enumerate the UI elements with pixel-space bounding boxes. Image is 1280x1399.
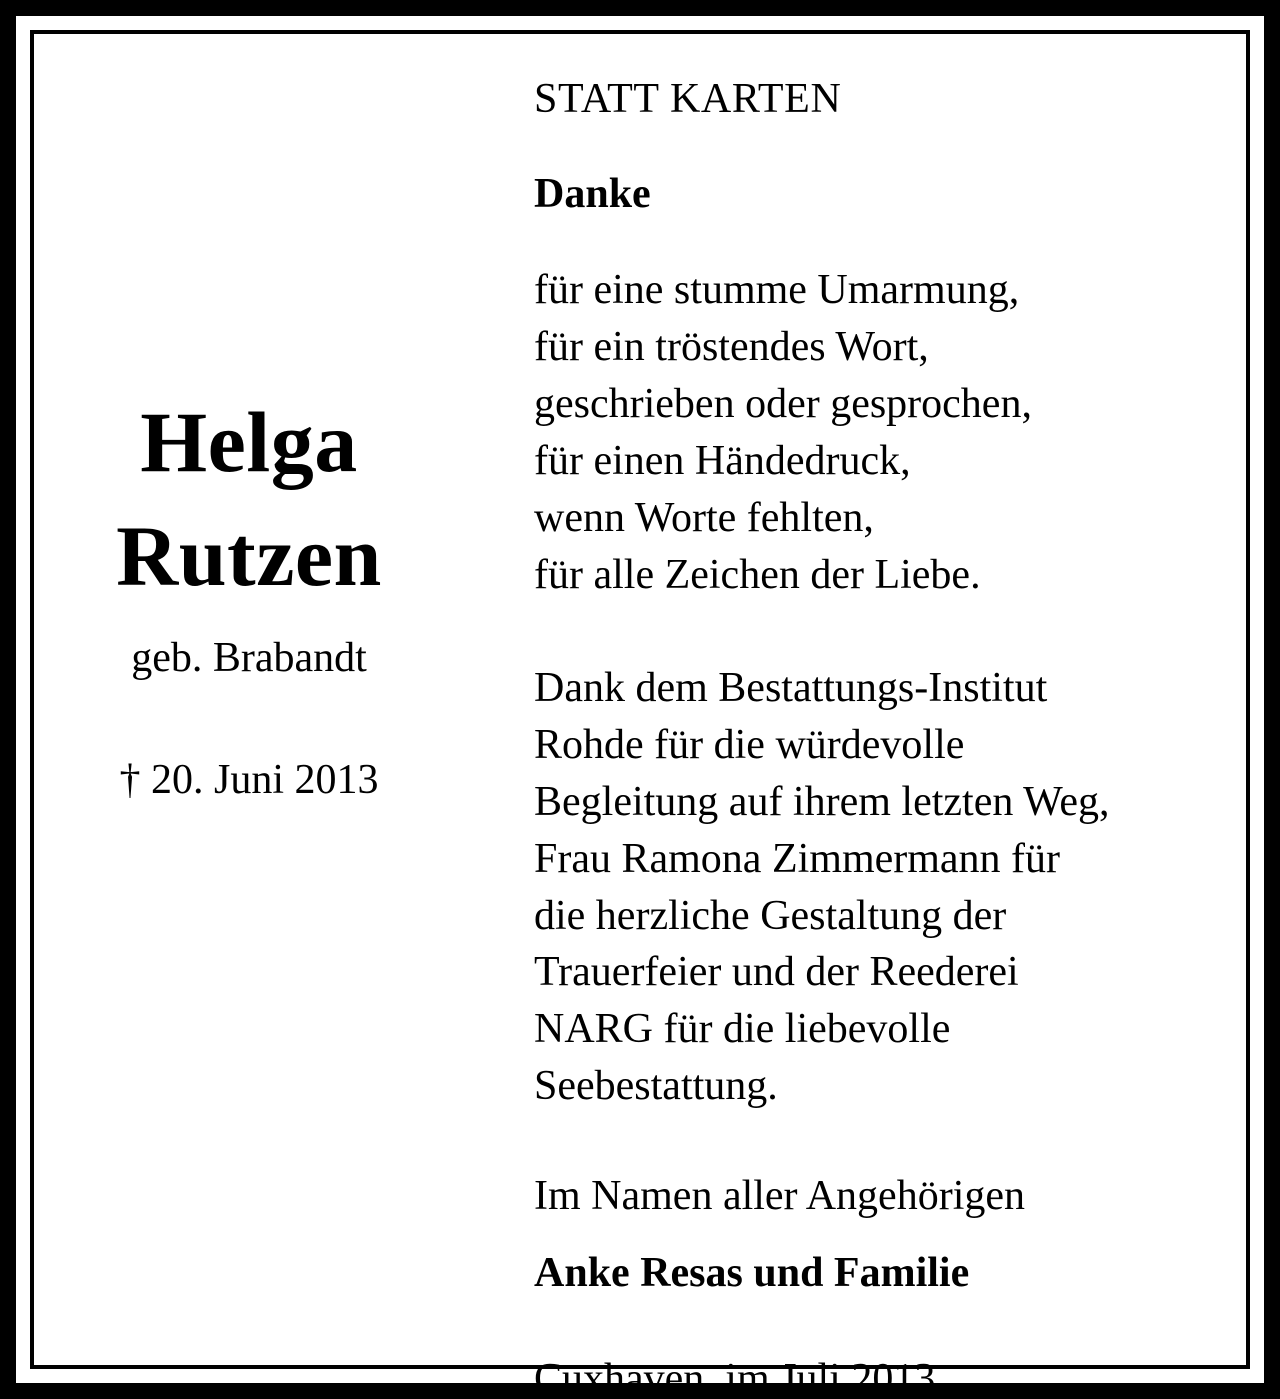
notice-content [34,34,1246,1399]
thanks-block [534,660,1226,1115]
deceased-death-date: † 20. Juni 2013 [119,757,379,804]
closing-intro-text: Im Namen aller Angehörigen [534,1173,1025,1220]
poem-block [534,262,1226,603]
message-column [464,34,1246,1399]
deceased-column [34,34,464,806]
deceased-first-name: Helga [140,394,358,490]
poem-line: für alle Zeichen der Liebe. [534,552,981,598]
poem-line: für eine stumme Umarmung, [534,267,1020,314]
thanks-line: Frau Ramona Zimmermann für [534,835,1061,882]
notice-border-gap [16,16,1264,1399]
statt-karten-heading: STATT KARTEN [534,76,842,122]
poem-line: für ein tröstendes Wort, [534,324,929,371]
poem-line: für einen Händedruck, [534,438,911,485]
thanks-line: Begleitung auf ihrem letzten Weg, [534,778,1110,825]
poem-line: wenn Worte fehlten, [534,495,874,542]
danke-subheading: Danke [534,171,651,218]
place-and-date: Cuxhaven, im Juli 2013 [534,1355,936,1399]
thanks-line: Dank dem Bestattungs-Institut [534,664,1048,711]
deceased-maiden-name: geb. Brabandt [131,635,367,682]
thanks-line: Seebestattung. [534,1063,778,1110]
thanks-line: Trauerfeier und der Reederei [534,949,1019,996]
closing-family-name: Anke Resas und Familie [534,1250,970,1297]
notice-inner-frame [30,30,1250,1399]
thanks-line: Rohde für die würdevolle [534,721,965,768]
deceased-last-name: Rutzen [116,507,382,604]
thanks-line: die herzliche Gestaltung der [534,892,1007,939]
poem-line: geschrieben oder gesprochen, [534,381,1032,428]
thanks-line: NARG für die liebevolle [534,1006,951,1053]
